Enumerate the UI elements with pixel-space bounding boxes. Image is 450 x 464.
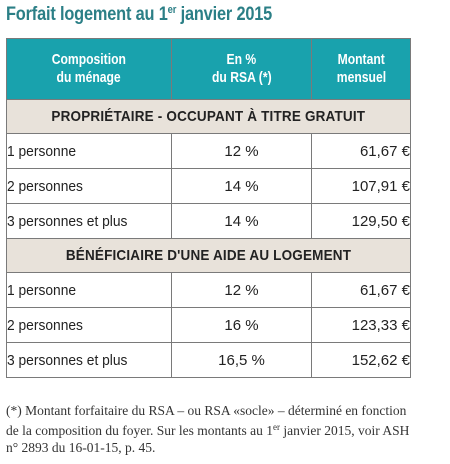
amount-cell: 107,91 € — [312, 169, 411, 204]
percent-cell: 16,5 % — [172, 343, 312, 378]
amount-cell: 61,67 € — [312, 273, 411, 308]
percent-cell: 12 % — [172, 134, 312, 169]
composition-cell: 1 personne — [7, 134, 172, 169]
composition-cell: 3 personnes et plus — [7, 204, 172, 239]
percent-cell: 16 % — [172, 308, 312, 343]
table-header-row — [7, 39, 411, 100]
composition-cell: 3 personnes et plus — [7, 343, 172, 378]
amount-cell: 123,33 € — [312, 308, 411, 343]
title-prefix: Forfait logement au 1 — [6, 4, 168, 25]
footnote — [6, 402, 410, 456]
table-row — [7, 204, 411, 239]
table-row — [7, 343, 411, 378]
page-title — [6, 4, 272, 26]
forfait-table — [6, 38, 411, 378]
header-amount: Montant mensuel — [312, 39, 411, 100]
table-row — [7, 169, 411, 204]
footnote-superscript: er — [272, 422, 280, 432]
header-percent: En % du RSA (*) — [172, 39, 312, 100]
footnote-text: (*) Montant forfaitaire du RSA – ou RSA «socle» – déterminé en fonction de la composition du foyer. Sur les montants au 1 — [6, 403, 407, 438]
percent-cell: 12 % — [172, 273, 312, 308]
table-row — [7, 308, 411, 343]
title-suffix: janvier 2015 — [176, 4, 273, 25]
percent-cell: 14 % — [172, 204, 312, 239]
amount-cell: 129,50 € — [312, 204, 411, 239]
section-label: BÉNÉFICIAIRE D'UNE AIDE AU LOGEMENT — [7, 239, 411, 273]
table-row — [7, 273, 411, 308]
percent-cell: 14 % — [172, 169, 312, 204]
composition-cell: 2 personnes — [7, 169, 172, 204]
header-composition: Composition du ménage — [7, 39, 172, 100]
amount-cell: 61,67 € — [312, 134, 411, 169]
title-superscript: er — [167, 4, 177, 16]
composition-cell: 1 personne — [7, 273, 172, 308]
table-row — [7, 134, 411, 169]
composition-cell: 2 personnes — [7, 308, 172, 343]
section-label: PROPRIÉTAIRE - OCCUPANT À TITRE GRATUIT — [7, 100, 411, 134]
amount-cell: 152,62 € — [312, 343, 411, 378]
section-row-proprietaire — [7, 100, 411, 134]
section-row-beneficiaire — [7, 239, 411, 273]
footnote-text-end: janvier 2015, voir ASH n° 2893 du 16-01-15, p. 45. — [6, 423, 410, 455]
